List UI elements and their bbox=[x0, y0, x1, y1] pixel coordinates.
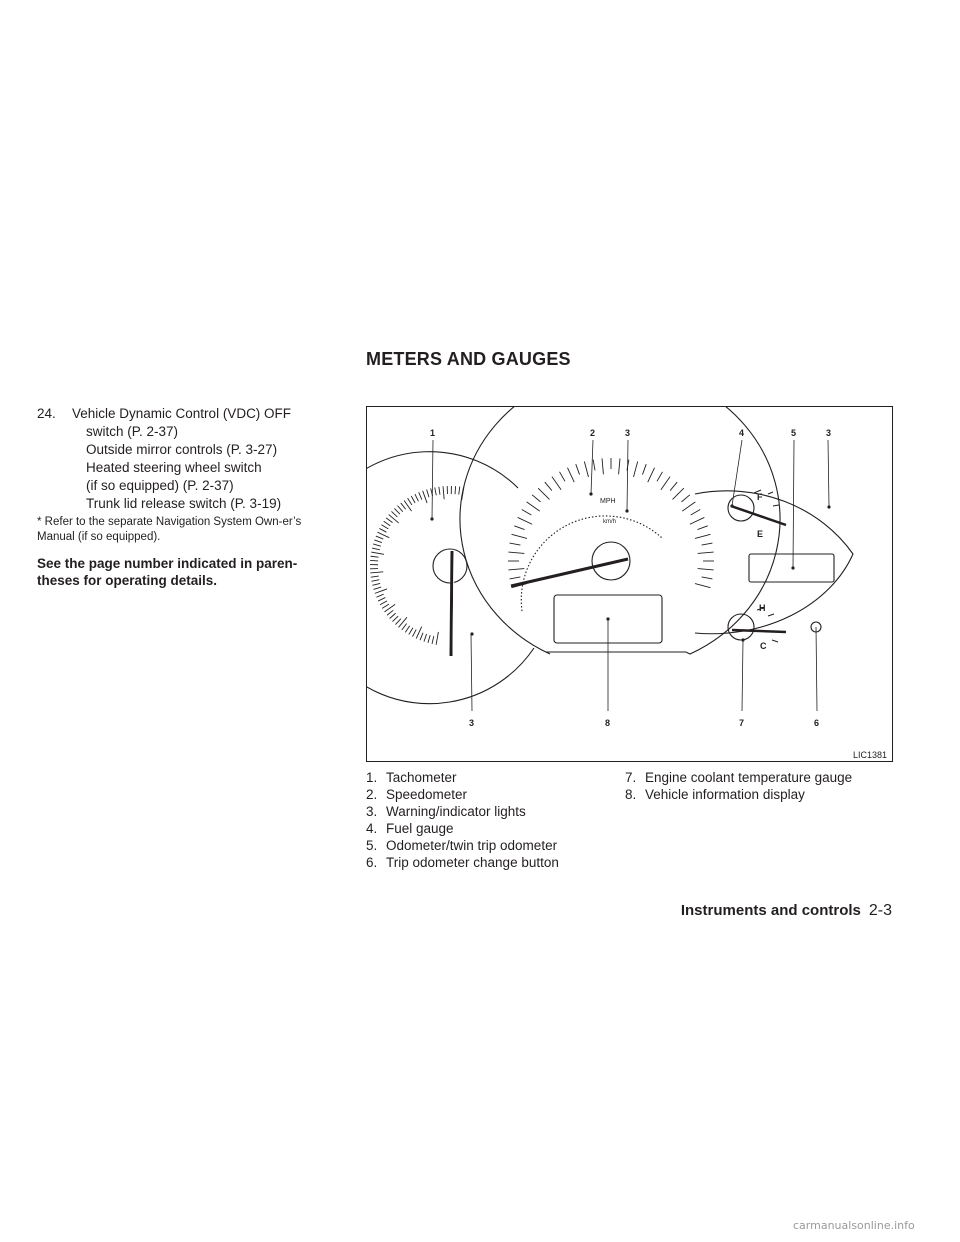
gauge-tick bbox=[416, 627, 421, 639]
gauge-tick bbox=[435, 487, 437, 495]
callout-4-top: 4 bbox=[739, 428, 745, 438]
gauge-tick bbox=[402, 624, 407, 630]
callout-3-bottom: 3 bbox=[469, 718, 475, 728]
gauge-tick bbox=[412, 630, 416, 637]
speedometer-needle bbox=[511, 559, 628, 586]
list-item-line: (if so equipped) (P. 2-37) bbox=[86, 478, 234, 493]
gauge-tick bbox=[411, 496, 415, 503]
operating-note: See the page number indicated in paren-theses for operating details. bbox=[37, 556, 298, 588]
gauge-tick bbox=[386, 518, 392, 523]
callout-8-bottom: 8 bbox=[605, 718, 611, 728]
left-column bbox=[37, 405, 325, 589]
legend-item: 5. Odometer/twin trip odometer bbox=[366, 838, 558, 853]
gauge-tick bbox=[514, 526, 524, 530]
gauge-tick bbox=[698, 569, 714, 570]
gauge-tick bbox=[401, 503, 406, 509]
gauge-tick bbox=[670, 482, 677, 490]
gauge-tick bbox=[545, 482, 552, 490]
gauge-tick bbox=[373, 544, 381, 546]
callout-1-top: 1 bbox=[430, 428, 436, 438]
gauge-tick bbox=[377, 532, 389, 537]
gauge-tick bbox=[419, 492, 422, 499]
legend-item: 1. Tachometer bbox=[366, 770, 457, 785]
gauge-tick bbox=[702, 543, 713, 545]
gauge-tick bbox=[399, 617, 407, 627]
gauge-tick bbox=[392, 616, 398, 622]
tachometer-hub bbox=[433, 549, 467, 583]
legend-item: 4. Fuel gauge bbox=[366, 821, 454, 836]
gauge-tick bbox=[370, 572, 383, 573]
page-footer bbox=[681, 902, 892, 920]
gauge-tick bbox=[576, 464, 580, 474]
gauge-tick bbox=[673, 488, 684, 499]
gauge-tick bbox=[648, 468, 655, 483]
gauge-tick bbox=[682, 502, 695, 511]
gauge-tick bbox=[681, 495, 689, 502]
gauge-tick bbox=[395, 619, 400, 625]
callout-3-top: 3 bbox=[625, 428, 631, 438]
page-number: 2-3 bbox=[868, 902, 892, 919]
gauge-tick bbox=[698, 552, 714, 553]
gauge-tick bbox=[371, 576, 379, 577]
gauge-tick bbox=[379, 528, 386, 532]
watermark: carmanualsonline.info bbox=[793, 1219, 915, 1232]
gauge-tick bbox=[427, 489, 429, 497]
gauge-tick bbox=[409, 628, 413, 635]
gauge-tick bbox=[634, 462, 638, 477]
figure-code: LIC1381 bbox=[853, 750, 888, 760]
gauge-tick bbox=[378, 598, 385, 602]
right-cluster-outline bbox=[695, 491, 853, 634]
gauge-tick bbox=[661, 477, 670, 490]
gauge-tick bbox=[512, 534, 527, 538]
legend-item: 6. Trip odometer change button bbox=[366, 855, 559, 870]
tachometer-needle bbox=[451, 551, 452, 656]
gauge-tick bbox=[391, 511, 397, 516]
gauge-tick bbox=[459, 487, 460, 495]
list-item-number: 24. bbox=[37, 406, 56, 421]
gauge-tick bbox=[538, 488, 549, 499]
gauge-tick bbox=[532, 495, 540, 502]
gauge-tick bbox=[697, 526, 707, 530]
gauge-tick bbox=[390, 613, 396, 618]
list-item-lines bbox=[72, 405, 291, 513]
list-item-line: switch (P. 2-37) bbox=[86, 424, 179, 439]
gauge-tick bbox=[376, 594, 383, 597]
gauge-tick bbox=[657, 472, 663, 482]
gauge-tick bbox=[552, 477, 561, 490]
legend-item: 2. Speedometer bbox=[366, 787, 468, 802]
list-item-line: Heated steering wheel switch bbox=[86, 460, 262, 475]
gauge-tick bbox=[455, 486, 456, 494]
gauge-tick bbox=[374, 540, 382, 543]
gauge-tick bbox=[619, 458, 620, 474]
fuel-gauge-hub bbox=[728, 495, 754, 521]
gauge-tick bbox=[428, 635, 430, 643]
footnote: * Refer to the separate Navigation System Own-er’s Manual (if so equipped). bbox=[37, 516, 302, 543]
list-item-line: Vehicle Dynamic Control (VDC) OFF bbox=[72, 406, 292, 421]
legend-item: 8. Vehicle information display bbox=[625, 787, 805, 802]
fuel-empty-mark: E bbox=[757, 529, 764, 539]
gauge-tick bbox=[642, 464, 646, 474]
callout-2-top: 2 bbox=[590, 428, 596, 438]
fuel-full-mark: F bbox=[757, 492, 763, 502]
gauge-tick bbox=[375, 589, 387, 593]
gauge-tick bbox=[373, 587, 381, 589]
gauge-tick bbox=[510, 543, 521, 545]
list-item-line: Trunk lid release switch (P. 3-19) bbox=[86, 496, 282, 511]
gauge-tick bbox=[602, 458, 603, 474]
gauge-tick bbox=[371, 552, 384, 554]
gauge-tick bbox=[508, 569, 524, 570]
gauge-tick bbox=[372, 583, 380, 585]
gauge-tick bbox=[593, 460, 595, 471]
legend-item: 7. Engine coolant temperature gauge bbox=[625, 770, 853, 785]
legend-right bbox=[625, 769, 852, 803]
gauge-tick bbox=[443, 486, 444, 499]
instrument-cluster-figure bbox=[366, 406, 893, 762]
gauge-tick bbox=[424, 634, 427, 642]
gauge-tick bbox=[387, 610, 393, 615]
gauge-tick bbox=[691, 510, 701, 516]
gauge-tick bbox=[423, 491, 427, 503]
gauge-tick bbox=[389, 515, 399, 523]
gauge-tick bbox=[518, 517, 533, 524]
gauge-tick bbox=[371, 580, 379, 582]
gauge-tick bbox=[415, 494, 419, 501]
gauge-tick bbox=[695, 534, 710, 538]
gauge-tick bbox=[560, 472, 566, 482]
gauge-tick bbox=[439, 487, 440, 495]
gauge-tick bbox=[408, 498, 412, 505]
callout-7-bottom: 7 bbox=[739, 718, 745, 728]
gauge-tick bbox=[702, 577, 713, 579]
gauge-tick bbox=[695, 584, 710, 588]
callout-6-bottom: 6 bbox=[814, 718, 820, 728]
gauge-tick bbox=[394, 508, 400, 514]
tachometer-outline bbox=[366, 452, 534, 704]
temp-cold-mark: C bbox=[760, 641, 767, 651]
section-title: METERS AND GAUGES bbox=[366, 349, 571, 369]
footer-section: Instruments and controls bbox=[680, 902, 861, 919]
speedometer-outline bbox=[460, 406, 780, 654]
gauge-tick bbox=[372, 548, 380, 550]
gauge-tick bbox=[527, 502, 540, 511]
list-item-line: Outside mirror controls (P. 3-27) bbox=[86, 442, 278, 457]
gauge-tick bbox=[381, 525, 388, 529]
gauge-tick bbox=[420, 633, 423, 640]
legend-item: 3. Warning/indicator lights bbox=[366, 804, 526, 819]
callout-3-right: 3 bbox=[826, 428, 832, 438]
gauge-tick bbox=[567, 468, 574, 483]
gauge-tick bbox=[432, 636, 434, 644]
gauge-tick bbox=[380, 601, 387, 605]
gauge-tick bbox=[382, 604, 389, 608]
temp-hot-mark: H bbox=[759, 603, 766, 613]
gauge-tick bbox=[371, 556, 379, 557]
gauge-tick bbox=[370, 560, 378, 561]
gauge-tick bbox=[436, 632, 438, 645]
gauge-tick bbox=[690, 517, 705, 524]
gauge-tick bbox=[522, 510, 532, 516]
gauge-tick bbox=[384, 521, 391, 525]
speedo-unit-mph: MPH bbox=[600, 498, 616, 505]
gauge-tick bbox=[398, 506, 403, 512]
list-item-24 bbox=[37, 405, 325, 513]
gauge-tick bbox=[376, 536, 383, 539]
gauge-tick bbox=[405, 626, 409, 633]
gauge-tick bbox=[584, 462, 588, 477]
legend-left bbox=[366, 769, 559, 871]
callout-5-top: 5 bbox=[791, 428, 797, 438]
gauge-tick bbox=[510, 577, 521, 579]
fuel-gauge-needle bbox=[731, 506, 786, 525]
speedo-unit-kmh: km/h bbox=[603, 519, 617, 525]
gauge-tick bbox=[508, 552, 524, 553]
